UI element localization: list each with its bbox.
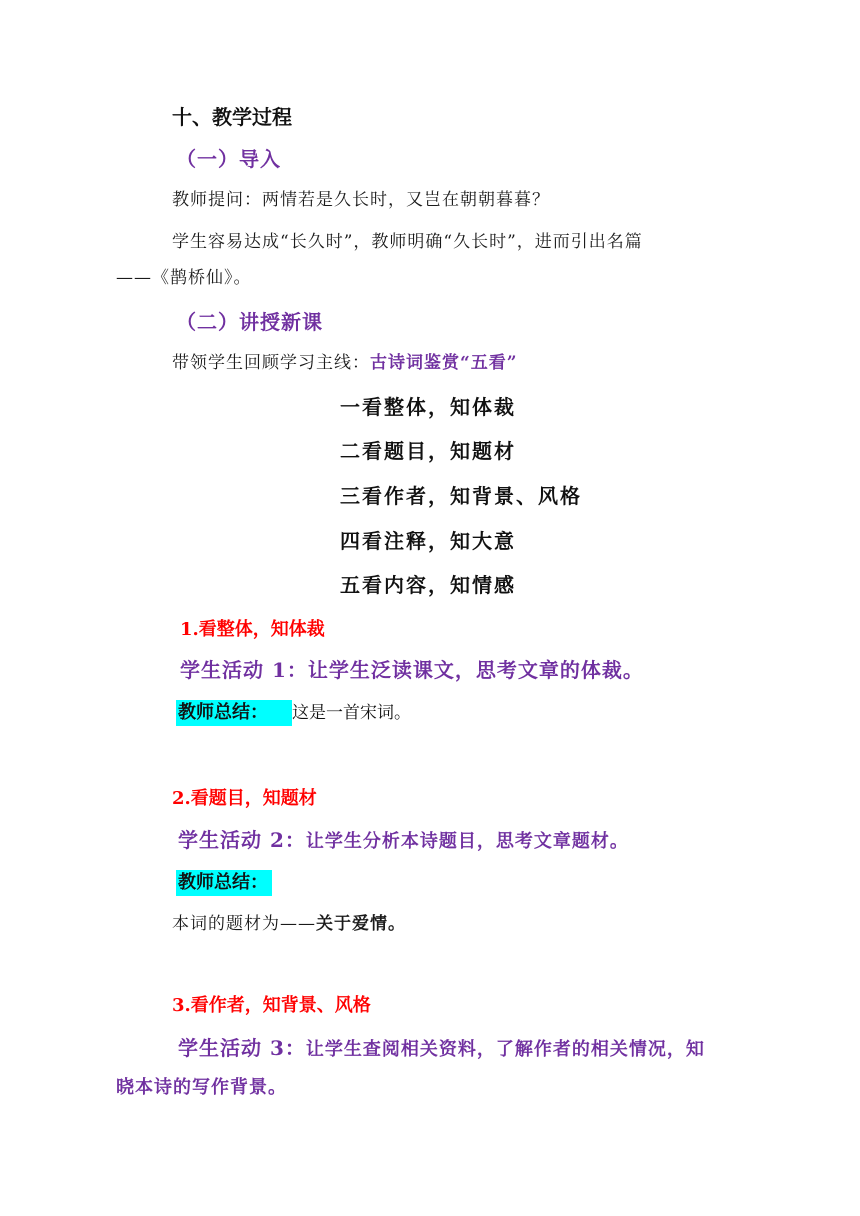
step-2-activity-text: 让学生分析本诗题目，思考文章题材。 — [305, 831, 629, 852]
intro-paragraph-line2: ——《鹊桥仙》。 — [116, 268, 252, 288]
five-looks-item: 二看题目，知题材 — [340, 439, 516, 463]
intro-paragraph-line1: 学生容易达成“长久时”，教师明确“久长时”，进而引出名篇 — [172, 232, 643, 252]
step-3-activity-line1 — [178, 1036, 705, 1061]
intro-heading: （一）导入 — [176, 147, 281, 171]
step-1-summary-label: 教师总结： — [176, 700, 292, 726]
lesson-lead-highlight: 古诗词鉴赏“五看” — [370, 353, 518, 373]
step-2-summary-bold: 关于爱情。 — [316, 914, 406, 934]
step-1-heading: 1.看整体，知体裁 — [180, 619, 325, 640]
step-2-summary-label-row — [176, 872, 272, 894]
step-3-activity-label: 学生活动 3： — [178, 1036, 306, 1060]
step-1-summary-text: 这是一首宋词。 — [292, 703, 411, 723]
step-3-activity-text: 让学生查阅相关资料，了解作者的相关情况，知 — [305, 1039, 705, 1060]
step-2-activity-label: 学生活动 2： — [178, 828, 306, 852]
step-1-summary — [176, 702, 411, 724]
lesson-lead-prefix: 带领学生回顾学习主线： — [172, 353, 370, 373]
step-2-summary-label: 教师总结： — [176, 870, 272, 896]
step-3-heading: 3.看作者，知背景、风格 — [172, 995, 371, 1016]
lesson-heading: （二）讲授新课 — [176, 310, 323, 334]
intro-question: 教师提问：两情若是久长时，又岂在朝朝暮暮？ — [172, 190, 550, 210]
five-looks-item: 四看注释，知大意 — [340, 529, 516, 553]
step-2-summary-prefix: 本词的题材为—— — [172, 914, 316, 934]
five-looks-item: 五看内容，知情感 — [340, 573, 516, 597]
five-looks-item: 三看作者，知背景、风格 — [340, 484, 582, 508]
five-looks-item: 一看整体，知体裁 — [340, 395, 516, 419]
section-title: 十、教学过程 — [172, 105, 292, 129]
step-1-activity: 学生活动 1：让学生泛读课文，思考文章的体裁。 — [180, 658, 644, 682]
step-3-activity-line2: 晓本诗的写作背景。 — [116, 1077, 287, 1098]
step-2-summary-text — [172, 914, 406, 934]
step-2-activity — [178, 828, 629, 853]
lesson-lead — [172, 353, 518, 373]
step-2-heading: 2.看题目，知题材 — [172, 788, 317, 809]
